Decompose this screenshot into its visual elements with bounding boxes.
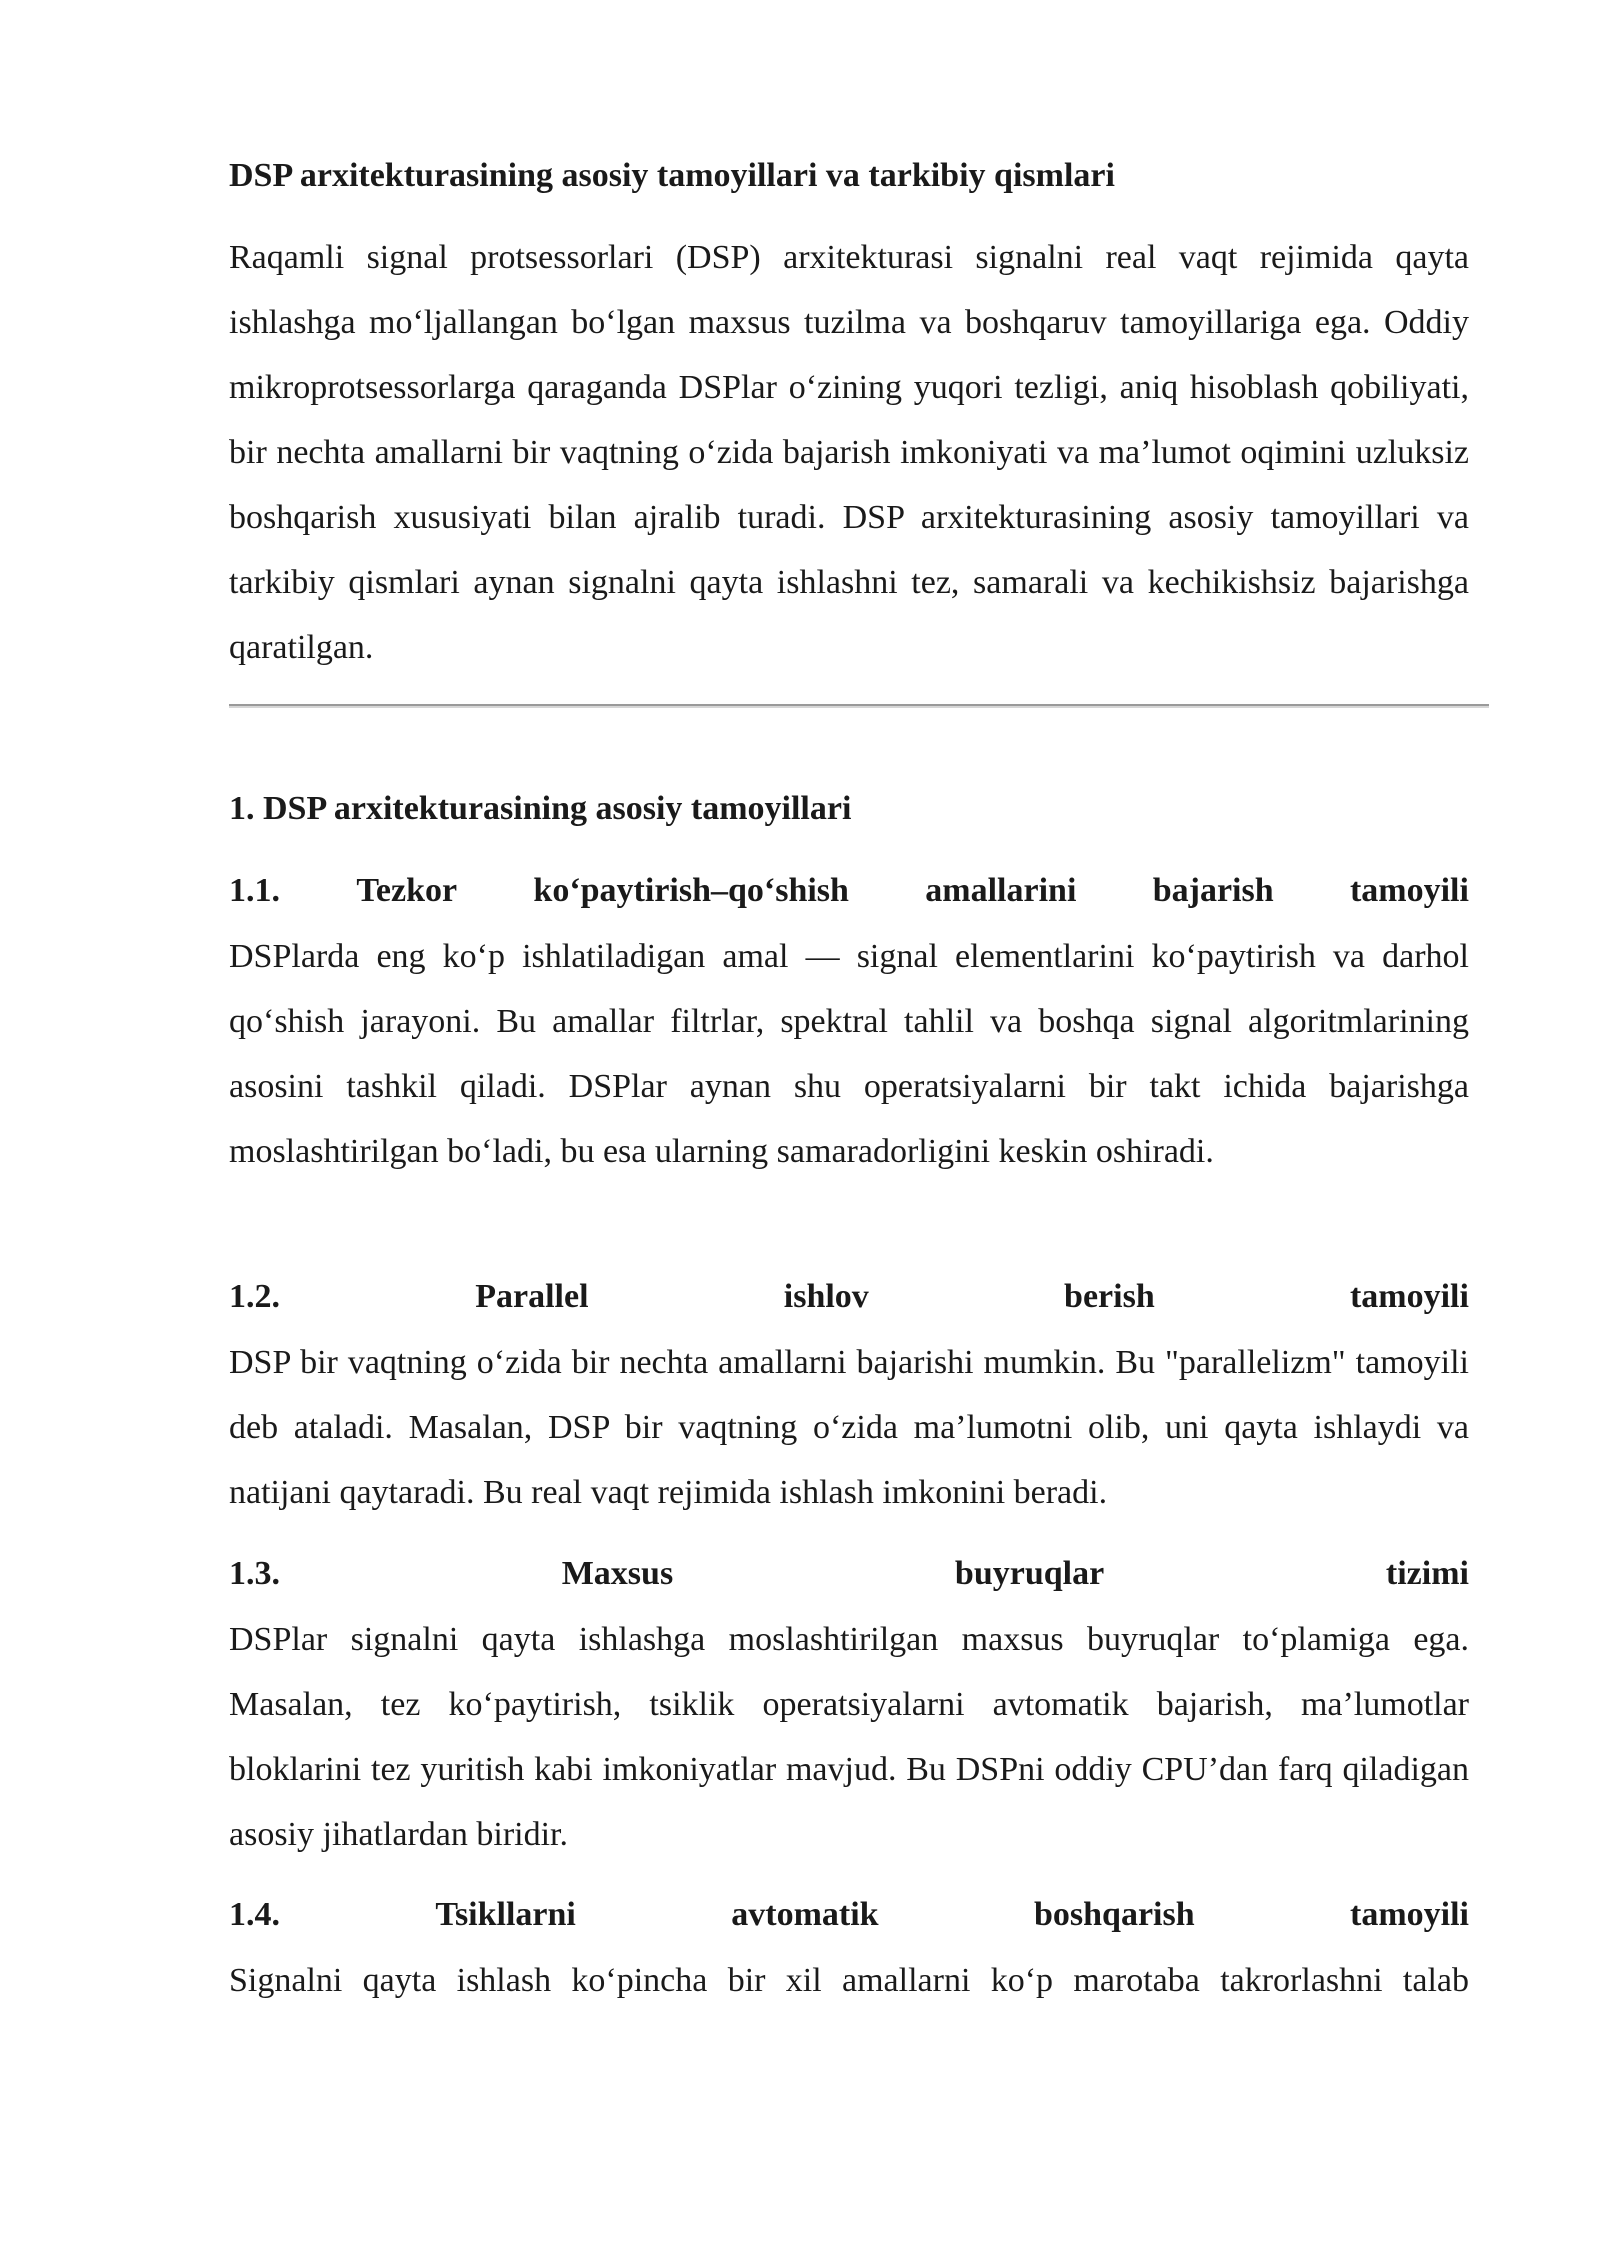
horizontal-divider [229,704,1489,708]
intro-paragraph: Raqamli signal protsessorlari (DSP) arxitekturasi signalni real vaqt rejimida qayta ishlashga mo‘ljallangan bo‘lgan maxsus tuzilma va boshqaruv tamoyillariga ega. Oddiy mikroprotsessorlarga qaraganda DSPlar o‘zining yuqori tezligi, aniq hisoblash qobiliyati, bir nechta amallarni bir vaqtning o‘zida bajarish imkoniyati va ma’lumot oqimini uzluksiz boshqarish xususiyati bilan ajralib turadi. DSP arxitekturasining asosiy tamoyillari va tarkibiy qismlari aynan signalni qayta ishlashni tez, samarali va kechikishsiz bajarishga qaratilgan. [229,239,1469,666]
subsection-1-4-heading [229,1891,1469,1939]
heading-word: Tezkor [356,872,458,909]
heading-word: ko‘paytirish–qo‘shish [533,872,849,909]
subsection-1-4-text: Signalni qayta ishlash ko‘pincha bir xil amallarni ko‘p marotaba takrorlashni talab [229,1962,1469,1999]
heading-word: tamoyili [1350,1896,1469,1933]
subsection-1-1-text: DSPlarda eng ko‘p ishlatiladigan amal — signal elementlarini ko‘paytirish va darhol qo‘shish jarayoni. Bu amallar filtrlar, spektral tahlil va boshqa signal algoritmlarining asosini tashkil qiladi. DSPlar aynan shu operatsiyalarni bir takt ichida bajarishga moslashtirilgan bo‘ladi, bu esa ularning samaradorligini keskin oshiradi. [229,938,1469,1170]
heading-word: amallarini [925,872,1077,909]
heading-word: tizimi [1385,1555,1469,1592]
heading-word: avtomatik [731,1896,879,1933]
heading-word: Maxsus [561,1555,674,1592]
subsection-1-2-heading [229,1273,1469,1321]
heading-word: bajarish [1152,872,1274,909]
heading-word: Tsikllarni [435,1896,576,1933]
subsection-1-2-text: DSP bir vaqtning o‘zida bir nechta amallarni bajarishi mumkin. Bu "parallelizm" tamoyili deb ataladi. Masalan, DSP bir vaqtning o‘zida ma’lumotni olib, uni qayta ishlaydi va natijani qaytaradi. Bu real vaqt rejimida ishlash imkonini beradi. [229,1344,1469,1511]
document-title: DSP arxitekturasining asosiy tamoyillari va tarkibiy qismlari [229,157,1115,194]
heading-word: boshqarish [1033,1896,1195,1933]
section-1-heading: 1. DSP arxitekturasining asosiy tamoyillari [229,790,852,827]
heading-word: ishlov [783,1278,869,1315]
subsection-1-3-text: DSPlar signalni qayta ishlashga moslashtirilgan maxsus buyruqlar to‘plamiga ega. Masalan, tez ko‘paytirish, tsiklik operatsiyalarni avtomatik bajarish, ma’lumotlar bloklarini tez yuritish kabi imkoniyatlar mavjud. Bu DSPni oddiy CPU’dan farq qiladigan asosiy jihatlardan biridir. [229,1621,1469,1853]
heading-word: 1.2. [229,1278,280,1315]
heading-word: 1.3. [229,1555,280,1592]
heading-word: tamoyili [1349,872,1469,909]
heading-word: tamoyili [1349,1278,1469,1315]
subsection-1-3-heading [229,1550,1469,1598]
heading-word: berish [1064,1278,1155,1315]
heading-word: Parallel [475,1278,589,1315]
heading-word: buyruqlar [954,1555,1105,1592]
heading-word: 1.1. [229,872,280,909]
subsection-1-1-heading [229,867,1469,915]
heading-word: 1.4. [229,1896,280,1933]
